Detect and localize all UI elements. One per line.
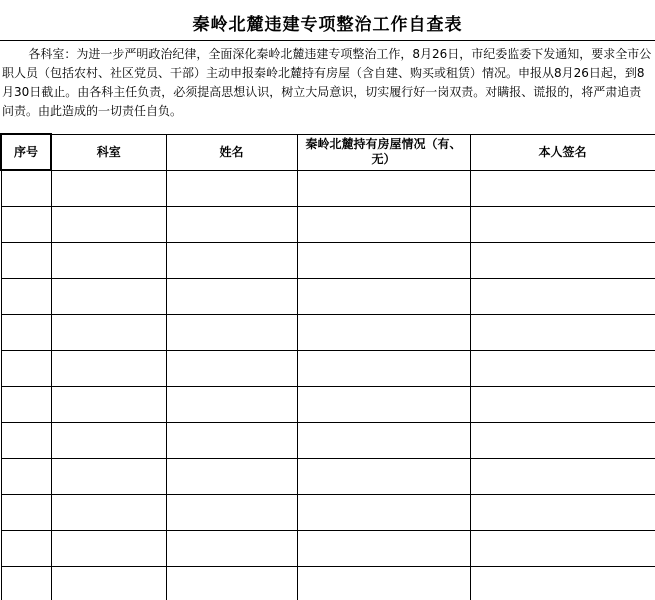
cell-index[interactable] (1, 315, 51, 351)
table-row (1, 531, 655, 567)
cell-signature[interactable] (470, 459, 655, 495)
header-housing-status[interactable]: 秦岭北麓持有房屋情况（有、无） (297, 134, 470, 170)
cell-name[interactable] (166, 567, 297, 600)
cell-name[interactable] (166, 315, 297, 351)
table-row (1, 459, 655, 495)
cell-department[interactable] (51, 170, 166, 207)
cell-housing-status[interactable] (297, 351, 470, 387)
table-row (1, 495, 655, 531)
table-row (1, 243, 655, 279)
title-divider (0, 40, 655, 41)
cell-signature[interactable] (470, 207, 655, 243)
cell-index[interactable] (1, 207, 51, 243)
cell-name[interactable] (166, 423, 297, 459)
cell-department[interactable] (51, 567, 166, 600)
cell-signature[interactable] (470, 315, 655, 351)
cell-name[interactable] (166, 170, 297, 207)
table-header-row (1, 134, 655, 170)
header-name[interactable]: 姓名 (166, 134, 297, 170)
cell-signature[interactable] (470, 351, 655, 387)
cell-signature[interactable] (470, 495, 655, 531)
header-department[interactable]: 科室 (51, 134, 166, 170)
table-row (1, 567, 655, 600)
cell-housing-status[interactable] (297, 170, 470, 207)
cell-name[interactable] (166, 387, 297, 423)
table-body (1, 170, 655, 600)
cell-housing-status[interactable] (297, 495, 470, 531)
cell-housing-status[interactable] (297, 567, 470, 600)
cell-housing-status[interactable] (297, 459, 470, 495)
cell-department[interactable] (51, 351, 166, 387)
cell-department[interactable] (51, 207, 166, 243)
cell-housing-status[interactable] (297, 531, 470, 567)
cell-department[interactable] (51, 423, 166, 459)
cell-index[interactable] (1, 243, 51, 279)
cell-signature[interactable] (470, 423, 655, 459)
cell-signature[interactable] (470, 243, 655, 279)
table-row (1, 387, 655, 423)
cell-department[interactable] (51, 315, 166, 351)
cell-department[interactable] (51, 243, 166, 279)
table-row (1, 207, 655, 243)
table-row (1, 351, 655, 387)
cell-signature[interactable] (470, 531, 655, 567)
cell-signature[interactable] (470, 170, 655, 207)
cell-department[interactable] (51, 279, 166, 315)
cell-housing-status[interactable] (297, 207, 470, 243)
cell-department[interactable] (51, 495, 166, 531)
cell-index[interactable] (1, 459, 51, 495)
cell-name[interactable] (166, 351, 297, 387)
table-row (1, 279, 655, 315)
cell-department[interactable] (51, 459, 166, 495)
cell-housing-status[interactable] (297, 279, 470, 315)
cell-name[interactable] (166, 459, 297, 495)
cell-index[interactable] (1, 387, 51, 423)
cell-name[interactable] (166, 207, 297, 243)
cell-housing-status[interactable] (297, 243, 470, 279)
cell-signature[interactable] (470, 387, 655, 423)
cell-name[interactable] (166, 495, 297, 531)
cell-name[interactable] (166, 243, 297, 279)
cell-index[interactable] (1, 170, 51, 207)
cell-department[interactable] (51, 387, 166, 423)
cell-name[interactable] (166, 531, 297, 567)
cell-name[interactable] (166, 279, 297, 315)
table-row (1, 423, 655, 459)
self-check-table (0, 133, 655, 600)
notice-paragraph: 各科室：为进一步严明政治纪律，全面深化秦岭北麓违建专项整治工作，8月26日，市纪委监委下发通知，要求全市公职人员（包括农村、社区党员、干部）主动申报秦岭北麓持有房屋（含自建、购买或租赁）情况。申报从8月26日起，到8月30日截止。由各科主任负责，必须提高思想认识，树立大局意识，切实履行好一岗双责。对瞒报、谎报的，将严肃追责问责。由此造成的一切责任自负。 (2, 47, 652, 118)
header-signature[interactable]: 本人签名 (470, 134, 655, 170)
header-index[interactable]: 序号 (1, 134, 51, 170)
document-title: 秦岭北麓违建专项整治工作自查表 (192, 15, 463, 35)
table-row (1, 315, 655, 351)
cell-index[interactable] (1, 351, 51, 387)
cell-index[interactable] (1, 423, 51, 459)
cell-housing-status[interactable] (297, 387, 470, 423)
cell-signature[interactable] (470, 567, 655, 600)
cell-index[interactable] (1, 495, 51, 531)
cell-housing-status[interactable] (297, 315, 470, 351)
cell-index[interactable] (1, 279, 51, 315)
cell-index[interactable] (1, 567, 51, 600)
cell-department[interactable] (51, 531, 166, 567)
table-row (1, 170, 655, 207)
cell-housing-status[interactable] (297, 423, 470, 459)
cell-index[interactable] (1, 531, 51, 567)
cell-signature[interactable] (470, 279, 655, 315)
